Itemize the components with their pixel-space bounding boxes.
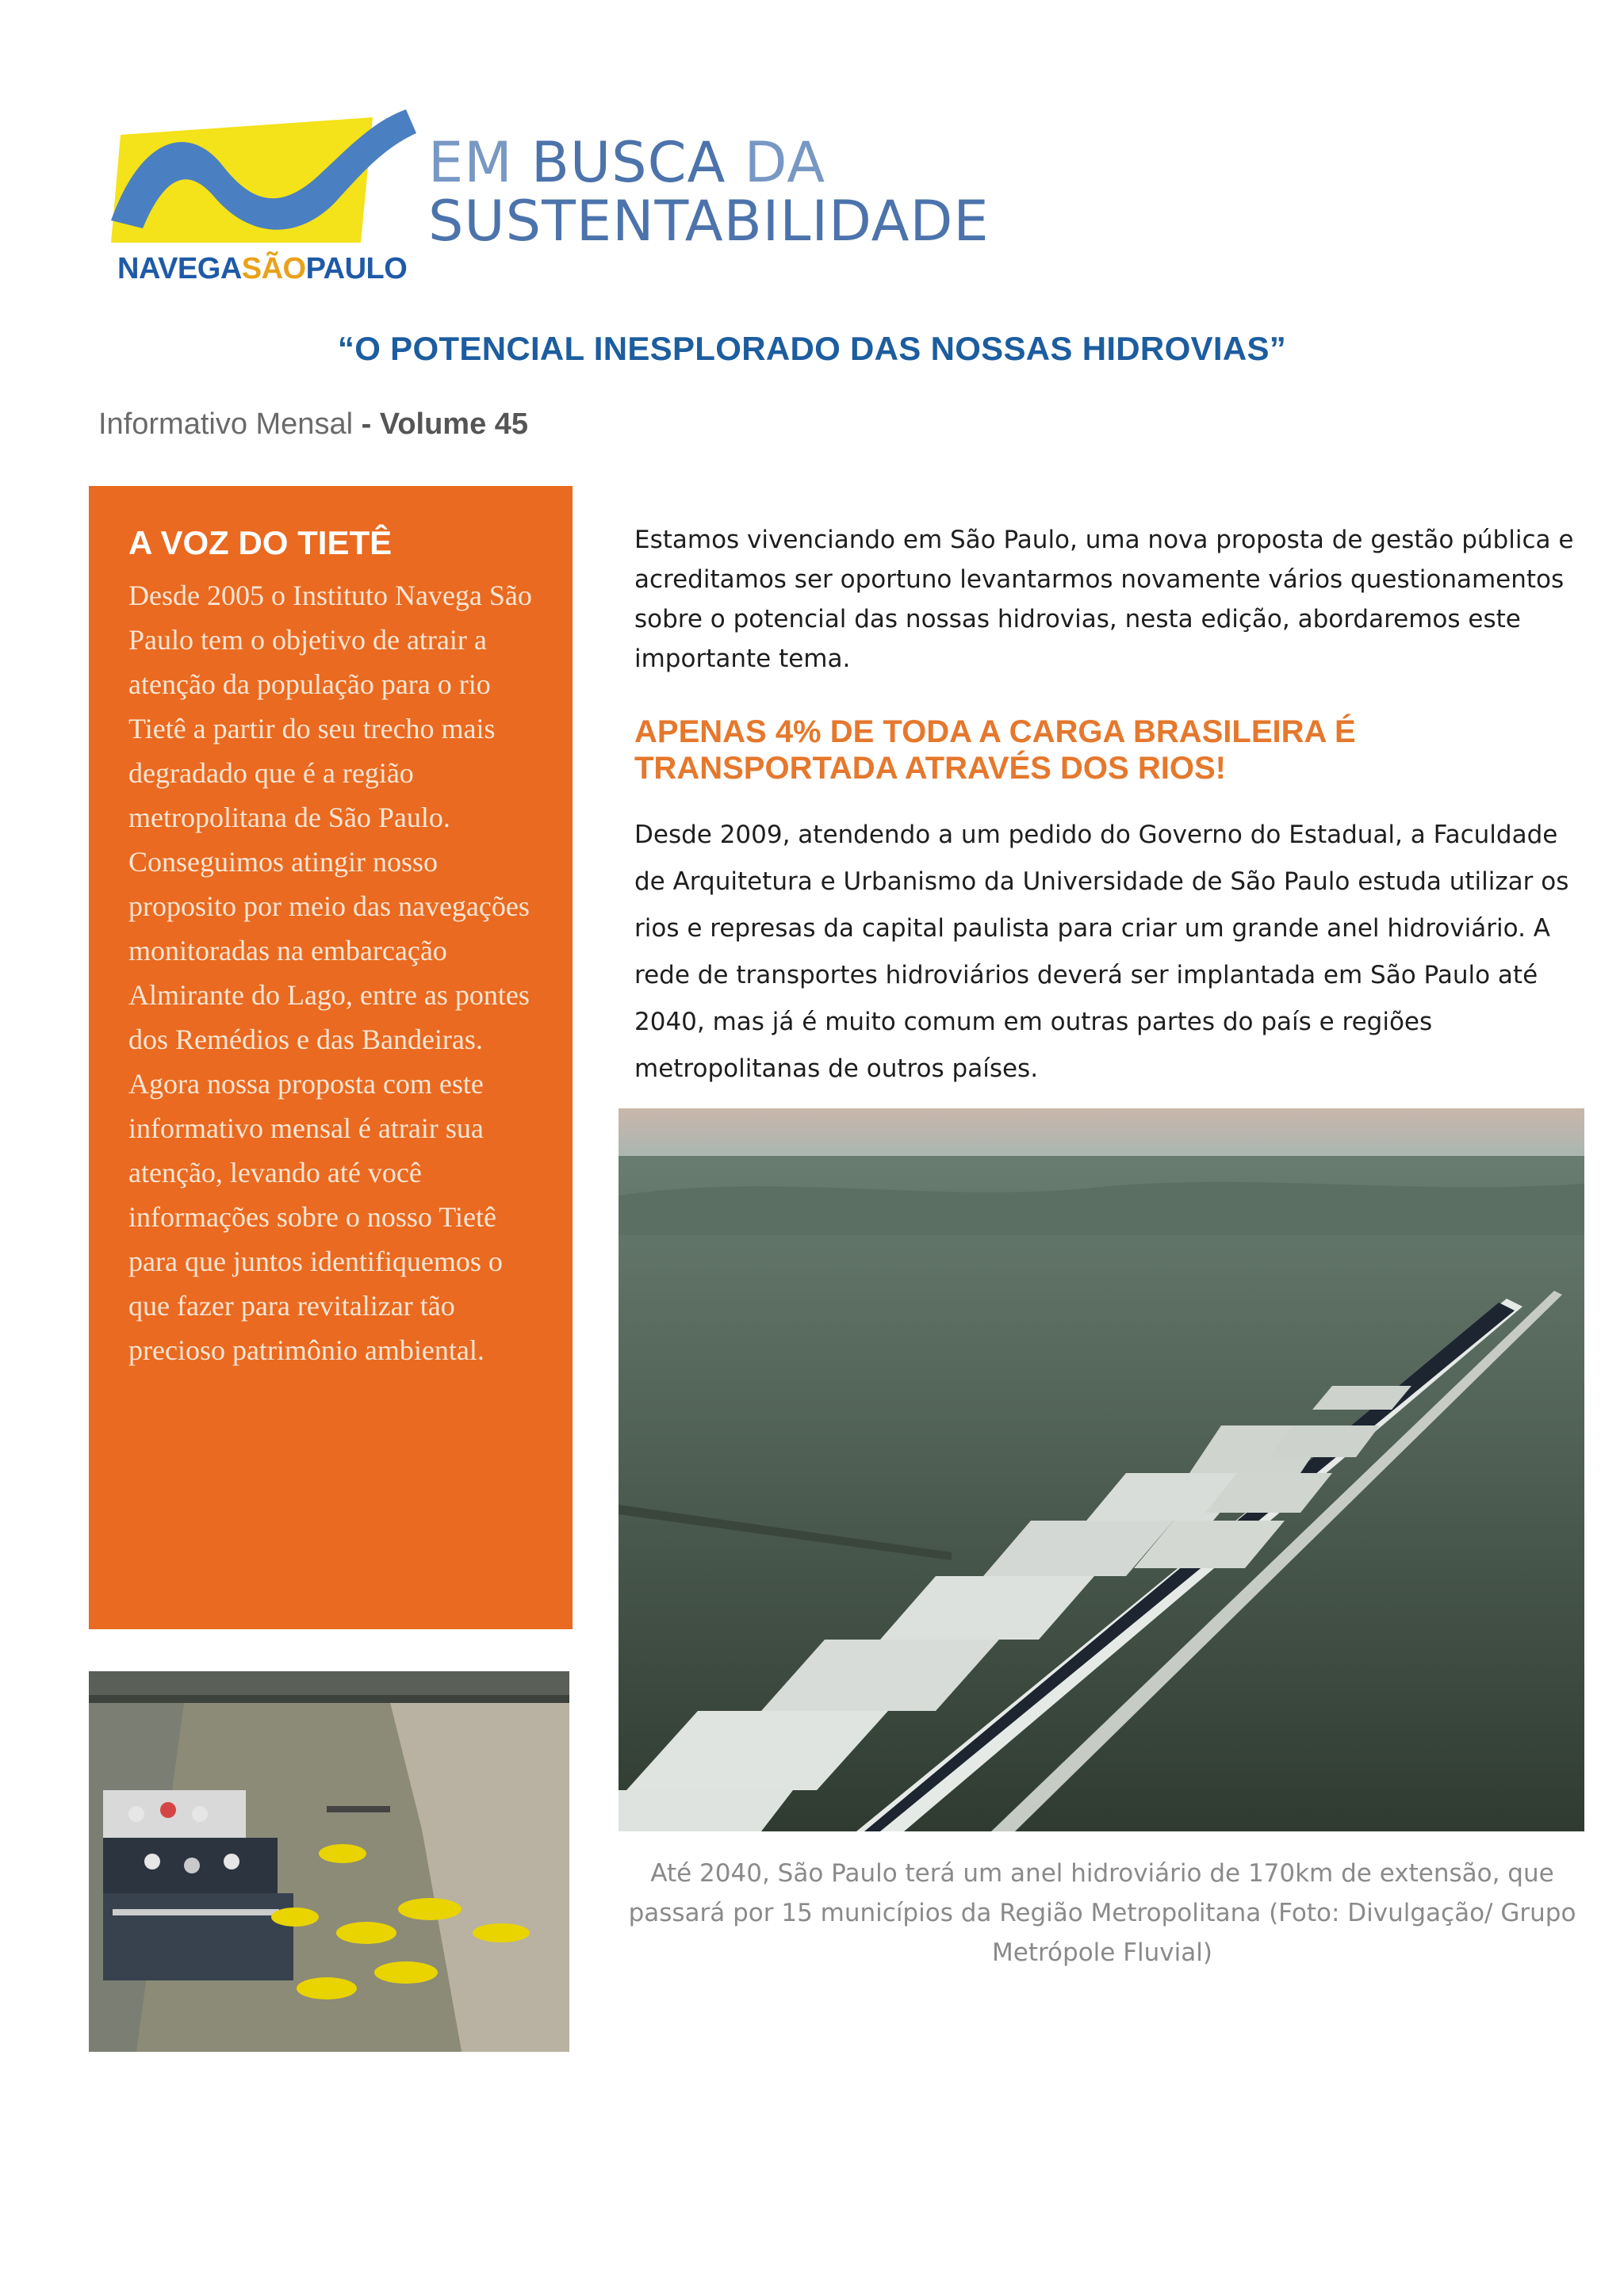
sidebar-panel: [89, 486, 573, 1629]
tagline-em: EM: [428, 130, 531, 195]
brand-logo: [111, 101, 990, 292]
wordmark-sao: SÃO: [241, 252, 306, 285]
aerial-waterway-photo: [619, 1108, 1584, 1831]
sidebar-title: A VOZ DO TIETÊ: [128, 524, 393, 561]
section-paragraph: Desde 2009, atendendo a um pedido do Governo do Estadual, a Faculdade de Arquitetura e Urbanismo da Universidade de São Paulo estuda utilizar os rios e represas da capital paulista para criar um grande anel hidroviário. A rede de transportes hidroviários deverá ser implantada em São Paulo até 2040, mas já é muito comum em outras partes do país e regiões metropolitanas de outros países.: [634, 821, 1569, 1083]
tagline-da: DA: [726, 130, 826, 195]
page-headline: “O POTENCIAL INESPLORADO DAS NOSSAS HIDROVIAS”: [337, 330, 1287, 367]
tagline-sustentabilidade: SUSTENTABILIDADE: [428, 189, 990, 254]
section-heading: APENAS 4% DE TODA A CARGA BRASILEIRA É TRANSPORTADA ATRAVÉS DOS RIOS!: [634, 714, 1356, 786]
photo-caption: Até 2040, São Paulo terá um anel hidroviário de 170km de extensão, que passará por 15 municípios da Região Metropolitana (Foto: Divulgação/ Grupo Metrópole Fluvial): [628, 1859, 1576, 1967]
brand-tagline: [428, 130, 990, 254]
river-boat-photo: [89, 1671, 569, 2052]
river-wave-icon: [111, 101, 428, 260]
sidebar-body: Desde 2005 o Instituto Navega São Paulo tem o objetivo de atrair a atenção da população para o rio Tietê a partir do seu trecho mais degradado que é a região metropolitana de São Paulo. Conseguimos atingir nosso proposito por meio das navegações monitoradas na embarcação Almirante do Lago, entre as pontes dos Remédios e das Bandeiras. Agora nossa proposta com este informativo mensal é atrair sua atenção, levando até você informações sobre o nosso Tietê para que juntos identifiquemos o que fazer para revitalizar tão precioso patrimônio ambiental.: [128, 580, 532, 1366]
issue-label: Informativo Mensal: [98, 408, 354, 441]
tagline-busca: BUSCA: [530, 130, 726, 195]
issue-line: [98, 408, 528, 442]
wordmark-paulo: PAULO: [305, 252, 408, 285]
brand-wordmark: [117, 252, 407, 286]
intro-paragraph: Estamos vivenciando em São Paulo, uma nova proposta de gestão pública e acreditamos ser oportuno levantarmos novamente vários questionamentos sobre o potencial das nossas hidrovias, nesta edição, abordaremos este importante tema.: [634, 526, 1574, 673]
wordmark-navega: NAVEGA: [117, 252, 242, 285]
issue-separator: -: [353, 408, 380, 441]
issue-volume: Volume 45: [379, 408, 529, 441]
